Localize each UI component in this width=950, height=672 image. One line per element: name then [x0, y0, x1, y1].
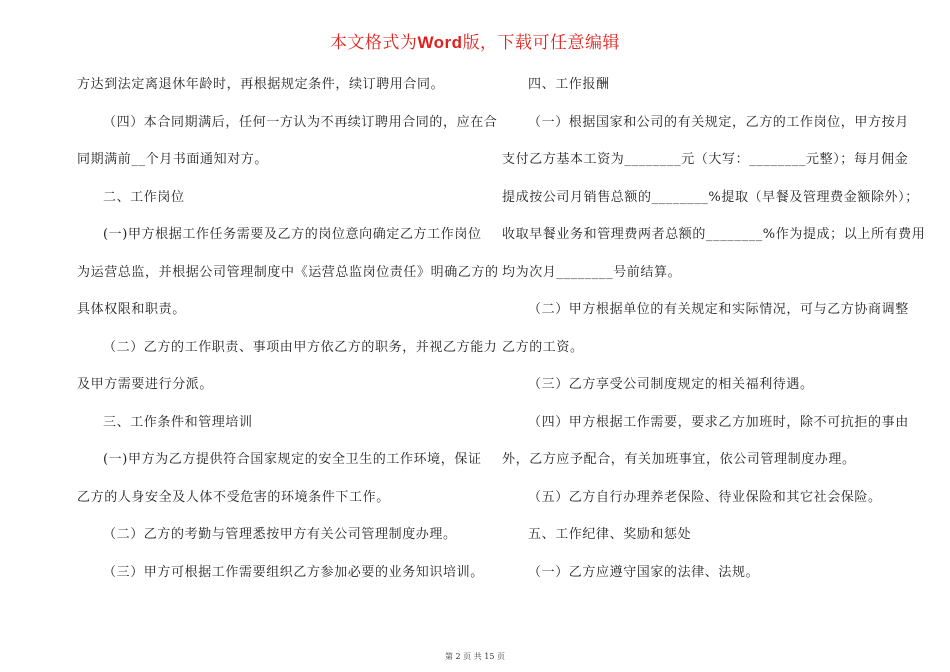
text-line: 同期满前__个月书面通知对方。 — [77, 152, 269, 167]
text-line: （三）乙方享受公司制度规定的相关福利待遇。 — [528, 377, 814, 392]
text-line: 乙方的人身安全及人体不受危害的环境条件下工作。 — [77, 489, 390, 505]
text-line: 支付乙方基本工资为________元（大写：________元整）；每月佣金 — [502, 152, 909, 167]
text-line: 乙方的工资。 — [502, 339, 584, 355]
right-column — [502, 74, 926, 599]
text-line: （四）甲方根据工作需要，要求乙方加班时，除不可抗拒的事由 — [528, 414, 909, 430]
text-line: 提成按公司月销售总额的________%提取（早餐及管理费金额除外）； — [502, 189, 919, 205]
text-line: （四）本合同期满后，任何一方认为不再续订聘用合同的，应在合 — [103, 114, 498, 130]
text-line: 及甲方需要进行分派。 — [77, 377, 214, 392]
text-line: 外，乙方应予配合，有关加班事宜，依公司管理制度办理。 — [502, 452, 856, 467]
page-footer: 第 2 页 共 15 页 — [445, 652, 505, 661]
text-line: 方达到法定离退休年龄时，再根据规定条件，续订聘用合同。 — [77, 77, 445, 92]
text-line: 为运营总监，并根据公司管理制度中《运营总监岗位责任》明确乙方的 — [77, 264, 499, 280]
text-line: （二）甲方根据单位的有关规定和实际情况，可与乙方协商调整 — [528, 302, 909, 317]
text-line: （五）乙方自行办理养老保险、待业保险和其它社会保险。 — [528, 489, 882, 505]
text-line: （一）乙方应遵守国家的法律、法规。 — [528, 564, 760, 580]
text-line: （一）根据国家和公司的有关规定，乙方的工作岗位，甲方按月 — [528, 114, 909, 130]
header-suffix: 版，下载可任意编辑 — [462, 33, 621, 53]
text-line: (一)甲方根据工作任务需要及乙方的岗位意向确定乙方工作岗位 — [103, 227, 482, 242]
text-line: 具体权限和职责。 — [77, 302, 186, 317]
text-line: （三）甲方可根据工作需要组织乙方参加必要的业务知识培训。 — [103, 564, 484, 580]
text-line: （二）乙方的考勤与管理悉按甲方有关公司管理制度办理。 — [103, 527, 457, 542]
text-line: （二）乙方的工作职责、事项由甲方依乙方的职务，并视乙方能力 — [103, 339, 498, 355]
left-column — [77, 74, 499, 599]
text-line: 四、工作报酬 — [528, 77, 610, 92]
text-line: 二、工作岗位 — [103, 189, 185, 205]
page-header — [0, 28, 950, 53]
text-line: 均为次月________号前结算。 — [502, 264, 682, 280]
text-line: 三、工作条件和管理培训 — [103, 414, 253, 430]
header-brand: Word — [417, 33, 463, 52]
text-line: (一)甲方为乙方提供符合国家规定的安全卫生的工作环境，保证 — [103, 452, 482, 467]
text-line: 五、工作纪律、奖励和惩处 — [528, 527, 692, 542]
header-prefix: 本文格式为 — [329, 33, 418, 53]
text-line: 收取早餐业务和管理费两者总额的________%作为提成；以上所有费用 — [502, 227, 926, 242]
